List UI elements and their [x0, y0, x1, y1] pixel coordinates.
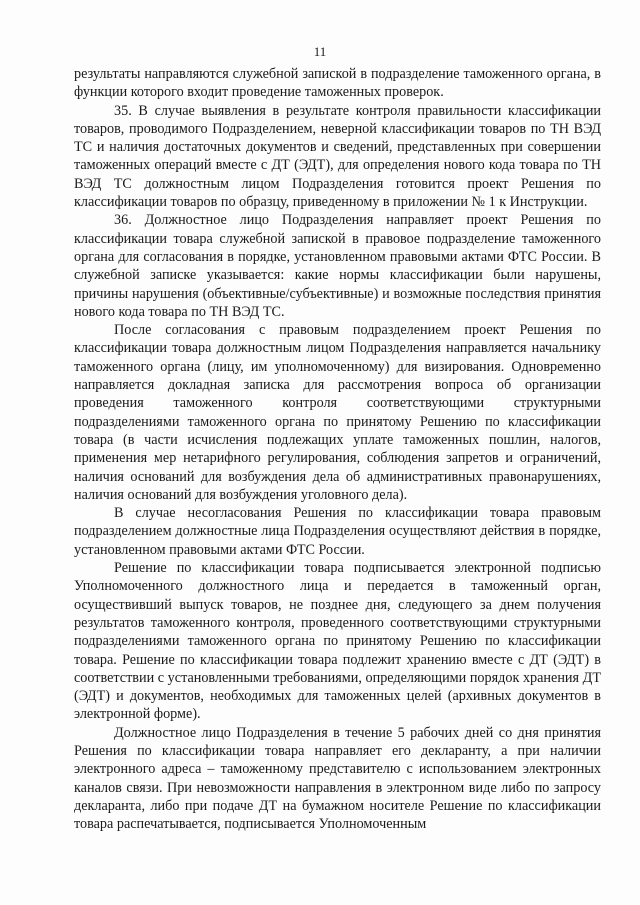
paragraph: Решение по классификации товара подписывается электронной подписью Уполномоченного должностного лица и передается в таможенный орган, осуществивший выпуск товаров, не позднее дня, следующего за днем получения результатов таможенного контроля, проведенного соответствующими структурными подразделениями таможенного органа по принятому Решению по классификации товара. Решение по классификации товара подлежит хранению вместе с ДТ (ЭДТ) в соответствии с установленными требованиями, определяющими порядок хранения ДТ (ЭДТ) и документов, необходимых для таможенных целей (архивных документов в электронной форме).	[74, 560, 601, 723]
page-body	[74, 65, 601, 833]
page-number: 11	[313, 44, 327, 59]
paragraph: В случае несогласования Решения по классификации товара правовым подразделением должностные лица Подразделения осуществляют действия в порядке, установленном правовыми актами ФТС России.	[74, 505, 601, 558]
paragraph: результаты направляются служебной запиской в подразделение таможенного органа, в функции которого входит проведение таможенных проверок.	[74, 66, 601, 101]
paragraph-item-35: 35. В случае выявления в результате контроля правильности классификации товаров, проводимого Подразделением, неверной классификации товаров по ТН ВЭД ТС и наличия достаточных документов и сведений, представленных при совершении таможенных операций вместе с ДТ (ЭДТ), для определения нового кода товара по ТН ВЭД ТС должностным лицом Подразделения готовится проект Решения по классификации товаров по образцу, приведенному в приложении № 1 к Инструкции.	[74, 102, 601, 211]
paragraph-item-36: 36. Должностное лицо Подразделения направляет проект Решения по классификации товара служебной запиской в правовое подразделение таможенного органа для согласования в порядке, установленном правовыми актами ФТС России. В служебной записке указывается: какие нормы классификации были нарушены, причины нарушения (объективные/субъективные) и возможные последствия принятия нового кода товара по ТН ВЭД ТС.	[74, 212, 601, 320]
paragraph: После согласования с правовым подразделением проект Решения по классификации товара должностным лицом Подразделения направляется начальнику таможенного органа (лицу, им уполномоченному) для визирования. Одновременно направляется докладная записка для рассмотрения вопроса об организации проведения таможенного контроля соответствующими структурными подразделениями таможенного органа по принятому Решению по классификации товара (в части исчисления подлежащих уплате таможенных пошлин, налогов, применения мер нетарифного регулирования, соблюдения запретов и ограничений, наличия оснований для возбуждения дела об административных правонарушениях, наличия оснований для возбуждения уголовного дела).	[74, 322, 601, 503]
paragraph: Должностное лицо Подразделения в течение 5 рабочих дней со дня принятия Решения по классификации товара направляет его декларанту, а при наличии электронного адреса – таможенному представителю с использованием электронных каналов связи. При невозможности направления в электронном виде либо по запросу декларанта, либо при подаче ДТ на бумажном носителе Решение по классификации товара распечатывается, подписывается Уполномоченным	[74, 724, 601, 833]
